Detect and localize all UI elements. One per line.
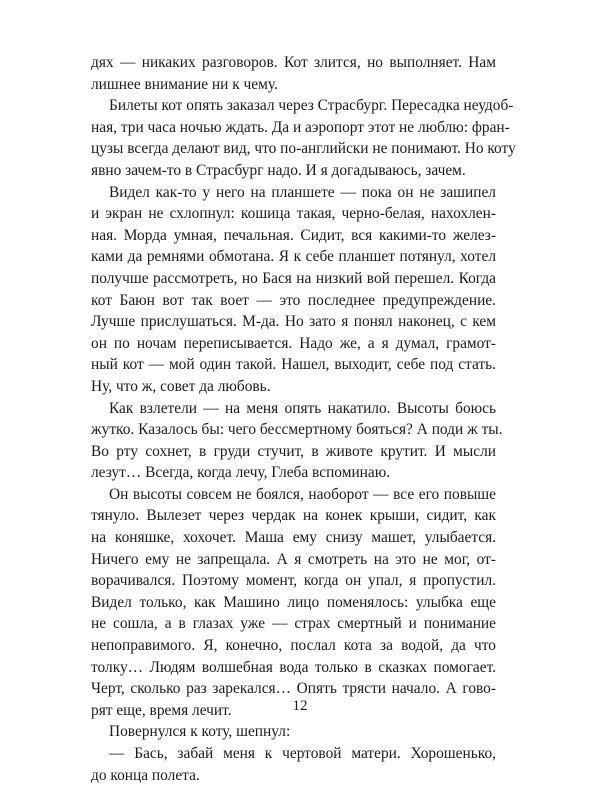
text-line: Видел как-то у него на планшете — пока он не зашипел	[109, 183, 496, 201]
text-line: Повернулся к коту, шепнул:	[109, 723, 291, 741]
text-line: Билеты кот опять заказал через Страсбург. Пересадка неудоб-	[109, 97, 514, 115]
text-line: рят еще, время лечит.	[91, 701, 232, 719]
text-line: толку… Людям волшебная вода только в сказках помогает.	[91, 658, 496, 676]
text-line: лишнее внимание ни к чему.	[91, 75, 278, 93]
text-line: Во рту сохнет, в груди стучит, в животе крутит. И мысли	[91, 442, 496, 460]
text-line: дях — никаких разговоров. Кот злится, но выполняет. Нам	[91, 54, 496, 71]
body-text	[91, 52, 516, 786]
text-line: кот Баюн вот так воет — это последнее предупреждение.	[91, 291, 496, 309]
text-line: Ну, что ж, совет да любовь.	[91, 377, 271, 395]
text-line: непоправимого. Я, конечно, послал кота за водой, да что	[91, 637, 496, 655]
text-line: ворачивался. Поэтому момент, когда он упал, я пропустил.	[91, 572, 496, 590]
text-line: цузы всегда делают вид, что по-английски не понимают. Но коту	[91, 140, 516, 158]
text-line: ный кот — мой один такой. Нашел, выходит, себе под стать.	[91, 356, 496, 374]
paragraph	[91, 52, 496, 95]
text-line: Видел только, как Машино лицо поменялось: улыбка еще	[91, 593, 496, 611]
text-line: не сошла, а в глазах уже — страх смертный и понимание	[91, 615, 496, 633]
text-line: получше рассмотреть, но Бася на низкий вой перешел. Когда	[91, 269, 496, 287]
text-line: Черт, сколько раз зарекался… Опять трясти начало. А гово-	[91, 680, 496, 698]
text-line: ная. Морда умная, печальная. Сидит, вся какими-то желез-	[91, 226, 496, 244]
text-line: Лучше прислушаться. М-да. Но зато я понял наконец, с кем	[91, 313, 496, 331]
text-line: ками да ремнями обмотана. Я к себе планшет потянул, хотел	[91, 248, 496, 266]
text-line: тянуло. Вылезет через чердак на конек крыши, сидит, как	[91, 507, 496, 525]
text-line: лезут… Всегда, когда лечу, Глеба вспоминаю.	[91, 464, 391, 482]
text-line: ная, три часа ночью ждать. Да и аэропорт этот не люблю: фран-	[91, 118, 510, 136]
text-line: жутко. Казалось бы: чего бессмертному бояться? А поди ж ты.	[91, 421, 503, 439]
paragraph	[91, 721, 496, 743]
paragraph	[91, 182, 496, 398]
page-number: 12	[292, 698, 308, 714]
text-line: Как взлетели — на меня опять накатило. Высоты боюсь	[109, 399, 496, 417]
paragraph	[91, 484, 496, 722]
text-line: — Бась, забай меня к чертовой матери. Хорошенько,	[109, 745, 496, 762]
text-line: до конца полета.	[91, 766, 200, 784]
text-line: явно зачем-то в Страсбург надо. И я догадываюсь, зачем.	[91, 161, 466, 179]
paragraph	[91, 95, 516, 181]
text-line: и экран не схлопнул: кошица такая, черно-белая, нахохлен-	[91, 205, 496, 223]
paragraph	[91, 743, 496, 786]
text-line: он по ночам переписывается. Надо же, а я думал, грамот-	[91, 334, 496, 352]
text-line: на коняшке, хохочет. Маша ему снизу машет, улыбается.	[91, 529, 496, 547]
text-line: Он высоты совсем не боялся, наоборот — все его повыше	[109, 485, 496, 503]
text-line: Ничего ему не запрещала. А я смотреть на это не мог, от-	[91, 550, 496, 568]
paragraph	[91, 398, 503, 484]
